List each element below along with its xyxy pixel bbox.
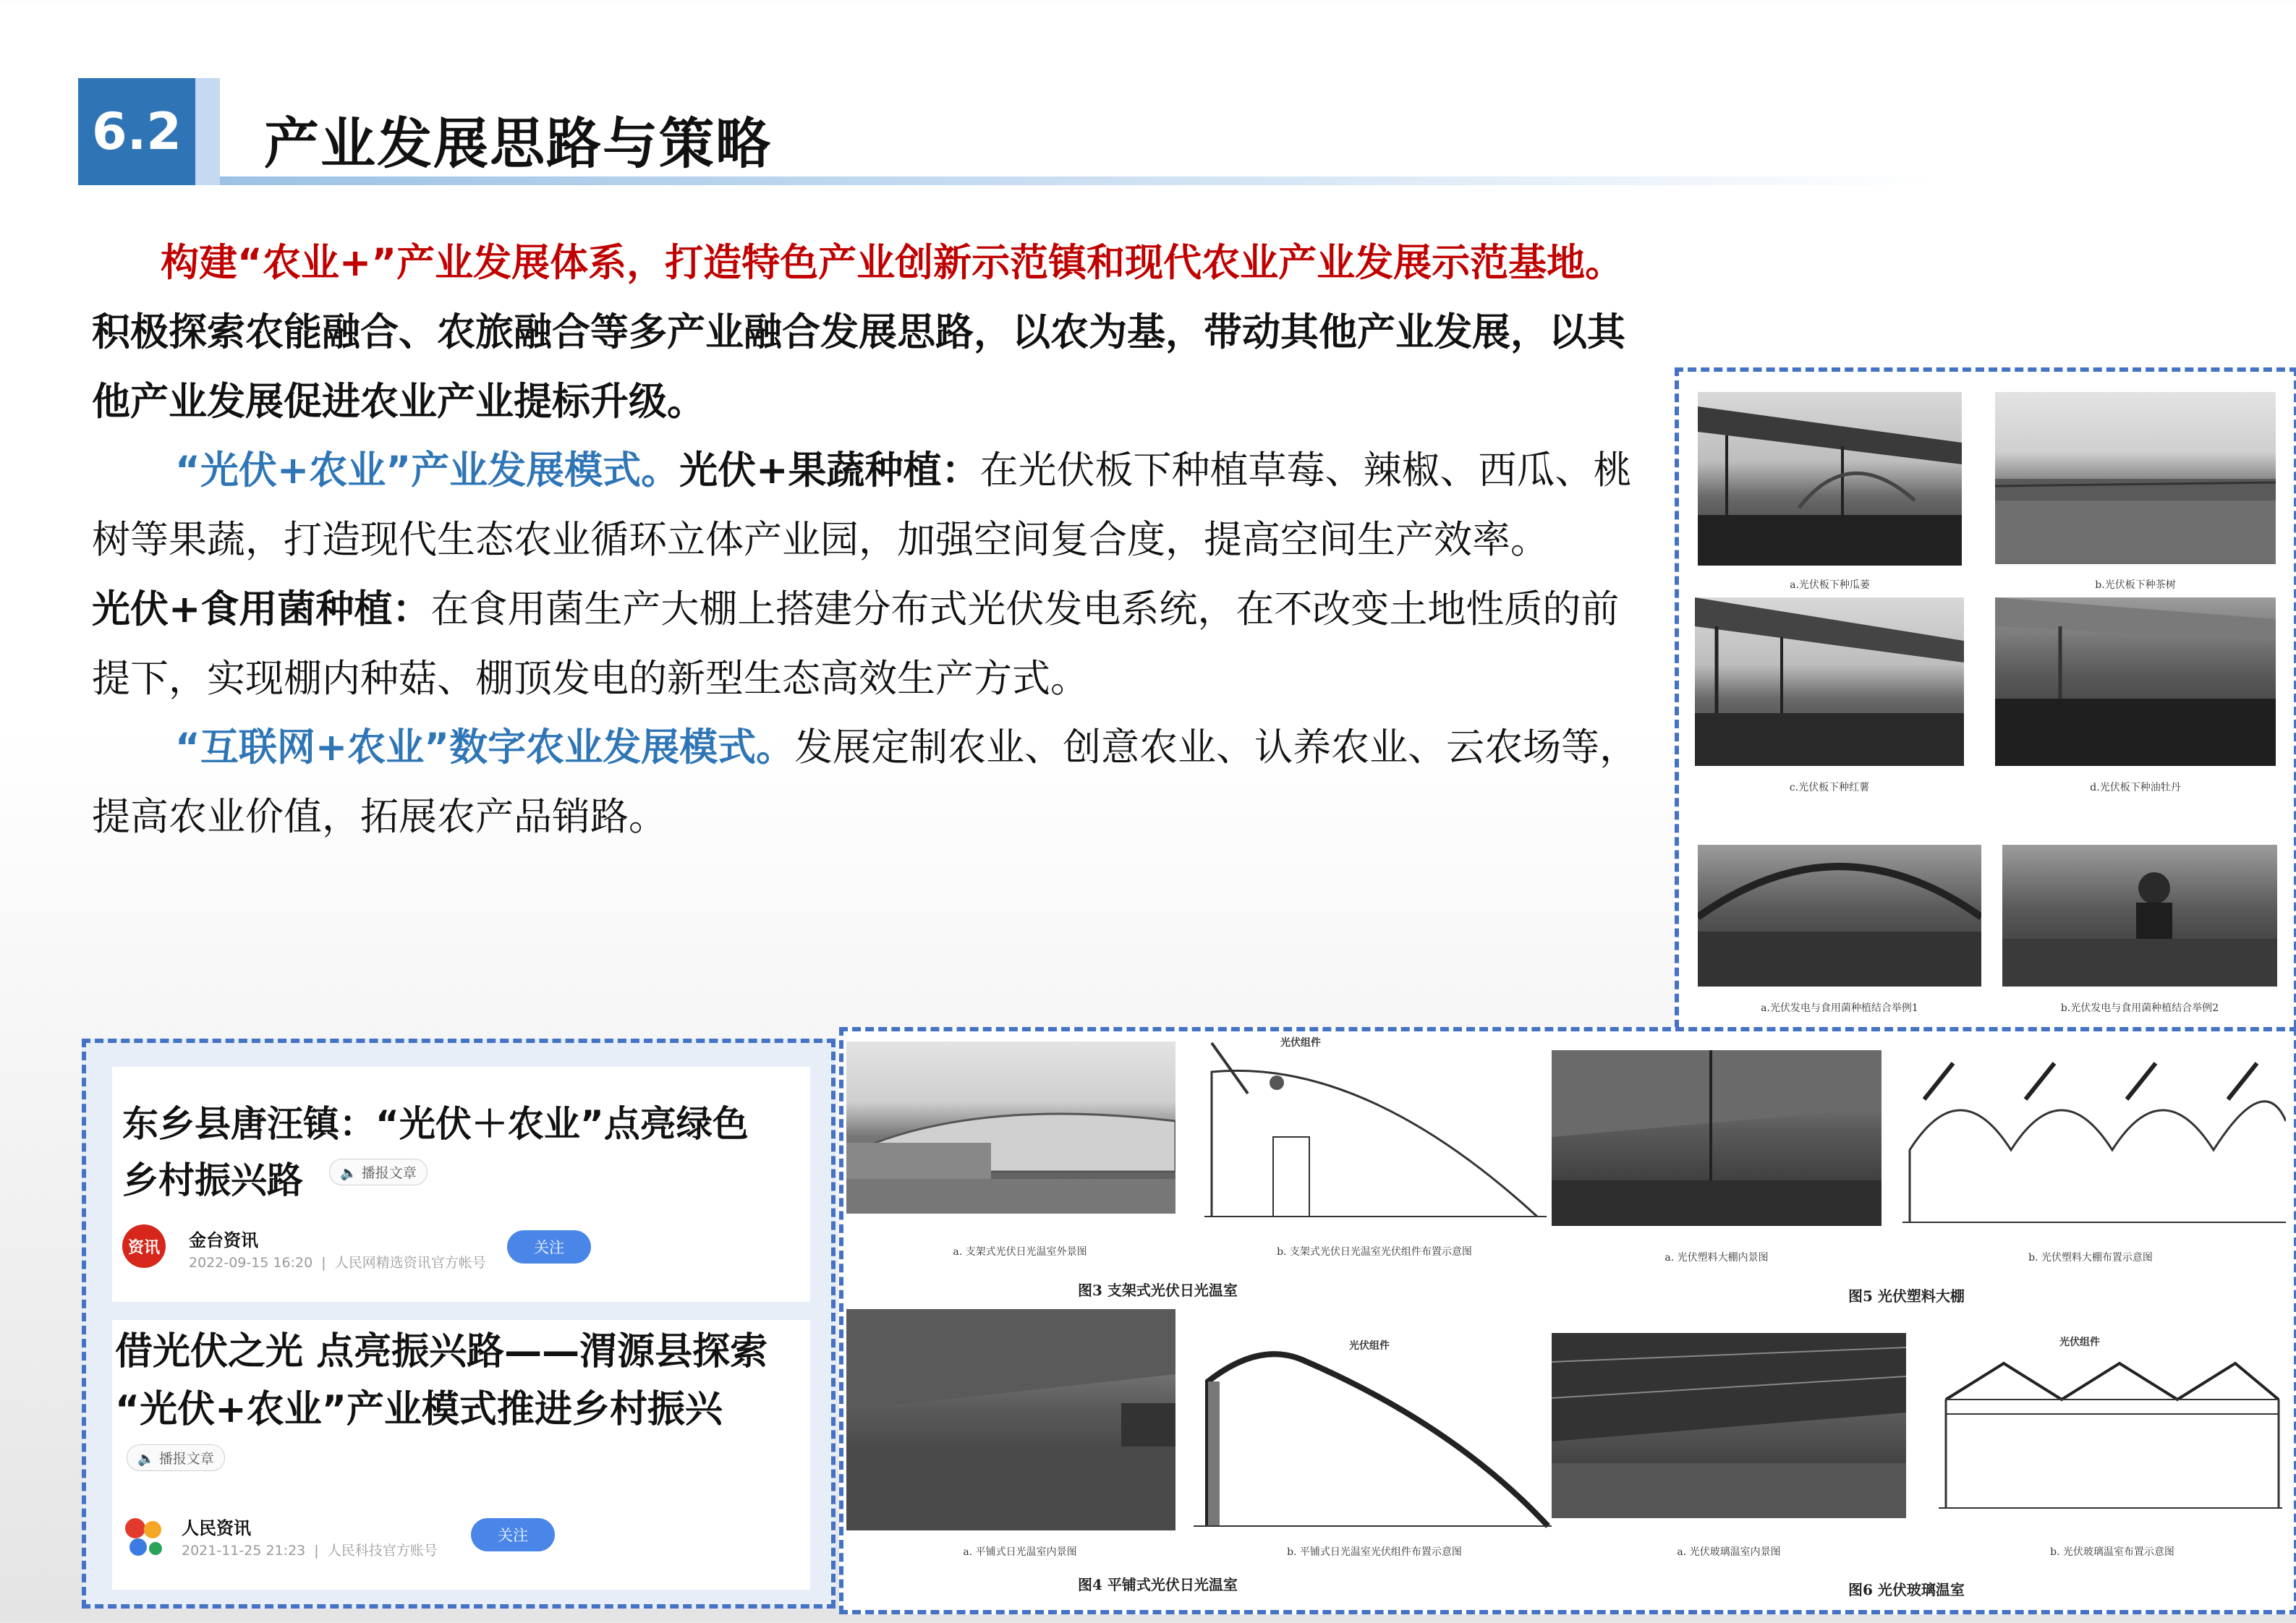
paragraph-pv-fruit-text: 在光伏板下种植草莓、辣椒、西瓜、桃树等果蔬，打造现代生态农业循环立体产业园，加强空间复合度，提高空间生产效率。	[92, 448, 1632, 562]
news-card-1-meta: 2022-09-15 16:20 | 人民网精选资讯官方帐号	[189, 1255, 486, 1271]
speaker-icon: 🔈	[137, 1451, 155, 1467]
section-number-accent	[195, 78, 220, 185]
title-underline	[220, 176, 1934, 185]
label-pv-module-2: 光伏组件	[1349, 1340, 1390, 1352]
caption-bracket-exterior: a. 支架式光伏日光温室外景图	[953, 1246, 1087, 1258]
photo-pv-melon	[1698, 392, 1962, 566]
label-pv-fruit: 光伏+果蔬种植：	[679, 448, 980, 493]
news-card-2-read-aloud-label: 播报文章	[158, 1451, 214, 1467]
news-card-1-read-aloud-label: 播报文章	[361, 1165, 417, 1181]
photo-pv-peony	[1995, 597, 2276, 766]
photo-pv-fungi-1	[1698, 845, 1981, 987]
highlight-internet-agriculture: “互联网+农业”数字农业发展模式。	[175, 725, 795, 770]
news-card-2[interactable]	[112, 1320, 810, 1590]
caption-pv-fungi-1: a.光伏发电与食用菌种植结合举例1	[1761, 1002, 1918, 1014]
caption-pv-fungi-2: b.光伏发电与食用菌种植结合举例2	[2060, 1002, 2219, 1014]
section-number: 6.2	[78, 78, 195, 185]
news-card-1[interactable]	[112, 1067, 810, 1302]
paragraph-internet-agriculture	[92, 713, 1647, 852]
news-card-2-meta: 2021-11-25 21:23 | 人民科技官方账号	[182, 1543, 438, 1559]
paragraph-agriculture-plus	[92, 229, 1647, 437]
caption-glass-interior: a. 光伏玻璃温室内景图	[1677, 1546, 1781, 1558]
news-card-1-title-line2[interactable]: 乡村振兴路	[122, 1159, 303, 1201]
label-pv-module-3: 光伏组件	[2059, 1337, 2100, 1348]
news-card-2-date: 2021-11-25 21:23	[182, 1543, 306, 1559]
news-card-2-source[interactable]: 人民资讯	[182, 1518, 251, 1538]
caption-flat-layout: b. 平铺式日光温室光伏组件布置示意图	[1287, 1546, 1462, 1558]
diagram-pv-plastic-shed	[1902, 1056, 2286, 1230]
photo-pv-glass-greenhouse	[1552, 1333, 1906, 1518]
news-card-1-date: 2022-09-15 16:20	[189, 1255, 313, 1271]
news-logo-icon	[122, 1515, 166, 1559]
figure-title-6: 图6 光伏玻璃温室	[1848, 1581, 1965, 1598]
label-pv-module-1: 光伏组件	[1280, 1037, 1321, 1049]
photo-bracket-greenhouse	[846, 1041, 1175, 1214]
news-card-2-account: 人民科技官方账号	[327, 1543, 438, 1559]
caption-pv-tea: b.光伏板下种茶树	[2095, 579, 2176, 591]
news-card-2-title-line1[interactable]: 借光伏之光 点亮振兴路——渭源县探索	[115, 1330, 768, 1373]
news-card-2-read-aloud-chip[interactable]	[127, 1444, 225, 1471]
photo-pv-fungi-2	[2002, 845, 2277, 987]
news-card-1-logo-text: 资讯	[127, 1238, 160, 1257]
caption-flat-interior: a. 平铺式日光温室内景图	[963, 1546, 1077, 1558]
news-card-2-follow-button[interactable]: 关注	[471, 1518, 555, 1551]
photo-flat-greenhouse	[846, 1309, 1175, 1530]
caption-glass-layout: b. 光伏玻璃温室布置示意图	[2050, 1546, 2174, 1558]
caption-pv-sweet-potato: c.光伏板下种红薯	[1789, 782, 1870, 793]
figure-title-3: 图3 支架式光伏日光温室	[1078, 1282, 1238, 1299]
photo-pv-sweet-potato	[1695, 597, 1964, 766]
caption-bracket-layout: b. 支架式光伏日光温室光伏组件布置示意图	[1277, 1246, 1472, 1258]
page-title: 产业发展思路与策略	[264, 111, 772, 176]
news-card-1-account: 人民网精选资讯官方帐号	[334, 1255, 486, 1271]
news-card-1-source[interactable]: 金台资讯	[189, 1230, 258, 1251]
news-card-2-title-line2[interactable]: “光伏+农业”产业模式推进乡村振兴	[115, 1388, 723, 1431]
diagram-pv-glass-greenhouse	[1939, 1334, 2282, 1515]
diagram-bracket-greenhouse	[1204, 1036, 1547, 1225]
paragraph-pv-fungi	[92, 575, 1647, 714]
speaker-icon: 🔈	[340, 1165, 357, 1181]
caption-plastic-shed-layout: b. 光伏塑料大棚布置示意图	[2028, 1252, 2153, 1264]
figure-title-4: 图4 平铺式光伏日光温室	[1078, 1576, 1238, 1593]
caption-pv-peony: d.光伏板下种油牡丹	[2090, 782, 2181, 793]
photo-pv-tea	[1995, 392, 2276, 564]
caption-pv-melon: a.光伏板下种瓜蒌	[1790, 579, 1870, 591]
diagram-flat-greenhouse	[1194, 1331, 1552, 1533]
paragraph-pv-fungi-text: 在食用菌生产大棚上搭建分布式光伏发电系统，在不改变土地性质的前提下，实现棚内种菇、棚顶发电的新型生态高效生产方式。	[92, 587, 1620, 701]
paragraph-agriculture-plus-text: 积极探索农能融合、农旅融合等多产业融合发展思路，以农为基，带动其他产业发展，以其他产业发展促进农业产业提标升级。	[92, 310, 1625, 424]
news-card-1-avatar[interactable]	[122, 1224, 166, 1268]
news-card-1-follow-button[interactable]: 关注	[507, 1230, 591, 1264]
caption-plastic-shed-interior: a. 光伏塑料大棚内景图	[1664, 1252, 1769, 1264]
news-card-1-title-line1[interactable]: 东乡县唐汪镇：“光伏＋农业”点亮绿色	[122, 1103, 749, 1145]
news-card-2-avatar[interactable]	[122, 1515, 166, 1559]
figure-title-5: 图5 光伏塑料大棚	[1848, 1287, 1965, 1305]
label-pv-fungi: 光伏+食用菌种植：	[92, 587, 431, 631]
highlight-agriculture-plus: 构建“农业+”产业发展体系，打造特色产业创新示范镇和现代农业产业发展示范基地。	[161, 241, 1624, 285]
paragraph-pv-agriculture	[92, 436, 1647, 575]
news-card-1-read-aloud-chip[interactable]	[329, 1159, 428, 1185]
photo-pv-plastic-shed	[1552, 1050, 1882, 1226]
paragraph-internet-agriculture-text: 发展定制农业、创意农业、认养农业、云农场等，提高农业价值，拓展农产品销路。	[92, 725, 1638, 839]
highlight-pv-agriculture: “光伏+农业”产业发展模式。	[175, 448, 680, 493]
